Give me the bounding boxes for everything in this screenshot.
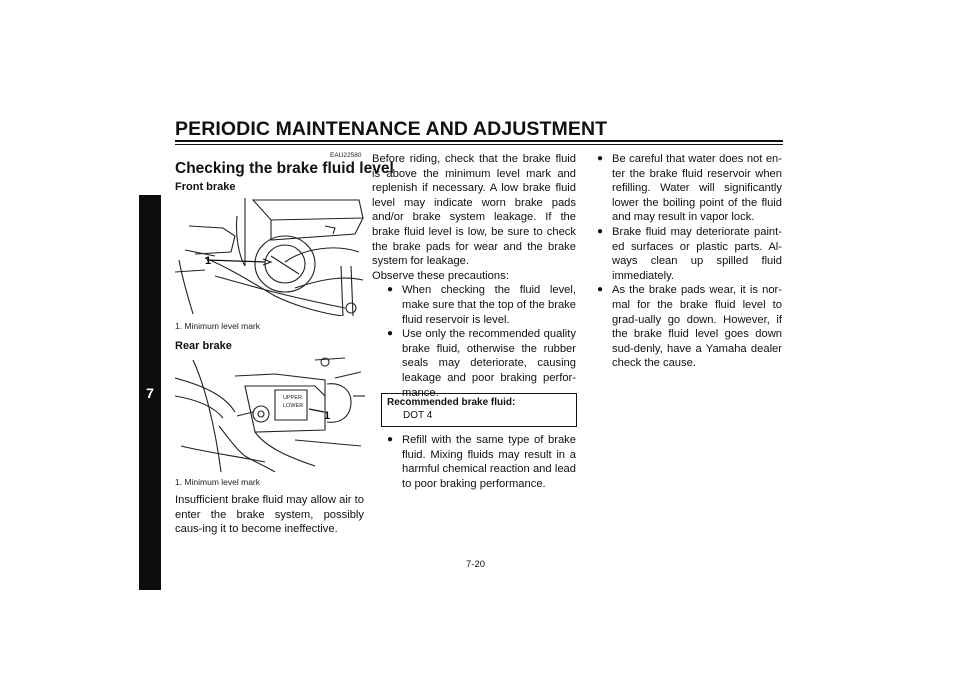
recommended-fluid-box [381,393,577,427]
reservoir-upper-label: UPPER [283,395,302,401]
recommended-fluid-title: Recommended brake fluid: [387,397,516,408]
bullet-dot-icon: ● [597,225,604,237]
recommended-fluid-value: DOT 4 [403,410,433,421]
section-code: EAU22580 [330,152,362,159]
section-title: Checking the brake fluid level [175,160,394,177]
bullet-item: ● Refill with the same type of brake fluid. Mixing fluids may result in a harmful chemical reaction and lead to poor braking performance. [387,434,576,490]
column-2 [372,152,576,400]
header-rule-thin [175,144,783,145]
front-brake-reservoir-photo [175,196,365,316]
chapter-number: 7 [146,385,154,401]
precautions-intro: Observe these precautions: [372,269,509,282]
front-brake-caption: 1. Minimum level mark [175,321,261,331]
reservoir-lower-label: LOWER [283,403,304,409]
bullet-item: ● Use only the recommended quality brake fluid, otherwise the rubber seals may deteriorate, causing leakage and poor braking perfor-mance. [387,328,576,399]
bullet-dot-icon: ● [387,284,394,296]
rear-callout-number: 1 [324,410,331,422]
rear-brake-heading: Rear brake [175,340,232,352]
column-3 [597,152,782,371]
bullet-dot-icon: ● [597,284,604,296]
bullet-dot-icon: ● [597,153,604,164]
bullet-dot-icon: ● [387,328,394,340]
bullet-dot-icon: ● [387,434,394,445]
insufficient-fluid-paragraph: Insufficient brake fluid may allow air to enter the brake system, possibly caus-ing it to become ineffective. [175,494,364,536]
front-brake-heading: Front brake [175,181,236,193]
page-header-title: PERIODIC MAINTENANCE AND ADJUSTMENT [175,118,608,140]
bullet-item: ● As the brake pads wear, it is nor-mal for the brake fluid level to grad-ually go down. However, if the brake fluid level goes down sud-denly, have a Yamaha dealer check the cause. [597,284,782,370]
bullet-item: ● Be careful that water does not en-ter the brake fluid reservoir when refilling. Water will significantly lower the boiling point of the fluid and may result in vapor lock. [597,153,782,224]
intro-paragraph: Before riding, check that the brake fluid is above the minimum level mark and replenish if necessary. A low brake fluid level may indicate worn brake pads and/or brake system leakage. If the brake fluid level is low, be sure to check the brake pads for wear and the brake system for leakage. [372,153,576,268]
page-number: 7-20 [466,559,486,570]
refill-bullet-block [372,433,576,491]
header-rule [175,140,783,142]
front-callout-number: 1 [205,255,212,267]
chapter-tab [139,195,161,590]
rear-brake-caption: 1. Minimum level mark [175,477,261,487]
bullet-item: ● Brake fluid may deteriorate paint-ed surfaces or plastic parts. Al-ways clean up spilled fluid immediately. [597,225,782,282]
bullet-item: ● When checking the fluid level, make sure that the top of the brake fluid reservoir is level. [387,284,576,326]
rear-brake-reservoir-photo [175,356,365,472]
